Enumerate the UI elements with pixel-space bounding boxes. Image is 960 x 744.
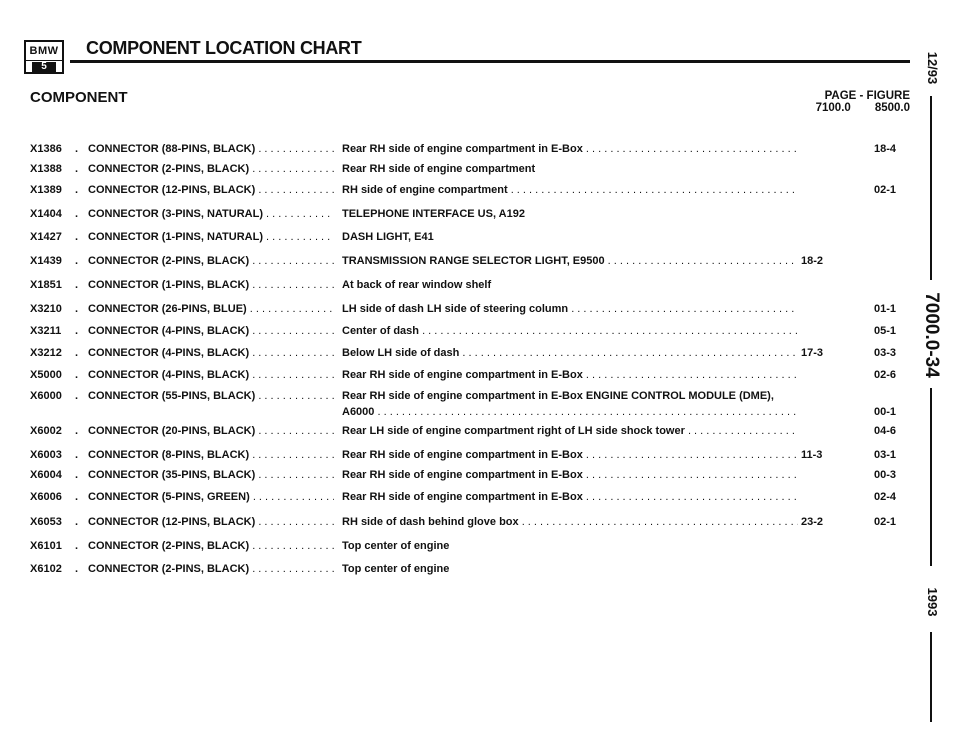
location-description: Rear RH side of engine compartment in E-Box . . . bbox=[342, 369, 798, 381]
location-description: Rear LH side of engine compartment right of LH side shock tower . . . bbox=[342, 425, 798, 437]
table-row bbox=[0, 208, 960, 224]
figure-reference: 00-1 bbox=[873, 406, 896, 418]
table-row bbox=[0, 469, 960, 485]
figure-reference: 01-1 bbox=[873, 303, 896, 315]
margin-page-number: 7000.0-34 bbox=[921, 292, 942, 378]
page-figure-refs bbox=[760, 102, 910, 114]
component-code: X6004 bbox=[30, 469, 62, 481]
table-row bbox=[0, 516, 960, 532]
table-row bbox=[0, 143, 960, 159]
figure-reference: 18-4 bbox=[873, 143, 896, 155]
connector-description: CONNECTOR (1-PINS, BLACK) . . . bbox=[88, 279, 334, 291]
separator-dot: . bbox=[75, 231, 79, 243]
margin-rule-bottom bbox=[930, 632, 932, 722]
figure-reference: 02-6 bbox=[873, 369, 896, 381]
component-code: X6102 bbox=[30, 563, 62, 575]
separator-dot: . bbox=[75, 163, 79, 175]
table-row bbox=[0, 563, 960, 579]
location-description: LH side of dash LH side of steering column . . . bbox=[342, 303, 798, 315]
separator-dot: . bbox=[75, 390, 79, 402]
separator-dot: . bbox=[75, 303, 79, 315]
location-description: Rear RH side of engine compartment in E-Box . . . bbox=[342, 143, 798, 155]
separator-dot: . bbox=[75, 208, 79, 220]
connector-description: CONNECTOR (88-PINS, BLACK) . . . bbox=[88, 143, 334, 155]
location-description-continued: A6000 . . . bbox=[342, 406, 798, 418]
separator-dot: . bbox=[75, 279, 79, 291]
margin-rule-mid bbox=[930, 388, 932, 566]
page-reference: 18-2 bbox=[801, 255, 824, 267]
table-row bbox=[0, 279, 960, 295]
location-description: Rear RH side of engine compartment in E-Box . . . bbox=[342, 449, 798, 461]
column-label: COMPONENT bbox=[30, 89, 128, 106]
connector-description: CONNECTOR (55-PINS, BLACK) . . . bbox=[88, 390, 334, 402]
figure-reference: 04-6 bbox=[873, 425, 896, 437]
table-row bbox=[0, 449, 960, 465]
bmw-logo bbox=[24, 40, 64, 74]
connector-description: CONNECTOR (3-PINS, NATURAL) . . . bbox=[88, 208, 334, 220]
connector-description: CONNECTOR (26-PINS, BLUE) . . . bbox=[88, 303, 334, 315]
table-row bbox=[0, 184, 960, 200]
connector-description: CONNECTOR (2-PINS, BLACK) . . . bbox=[88, 540, 334, 552]
component-code: X3210 bbox=[30, 303, 62, 315]
separator-dot: . bbox=[75, 469, 79, 481]
margin-rule-top bbox=[930, 96, 932, 280]
location-description: At back of rear window shelf bbox=[342, 279, 492, 291]
component-code: X1427 bbox=[30, 231, 62, 243]
margin-year: 1993 bbox=[925, 587, 940, 617]
component-code: X6000 bbox=[30, 390, 62, 402]
component-code: X1851 bbox=[30, 279, 62, 291]
connector-description: CONNECTOR (4-PINS, BLACK) . . . bbox=[88, 347, 334, 359]
separator-dot: . bbox=[75, 449, 79, 461]
separator-dot: . bbox=[75, 325, 79, 337]
connector-description: CONNECTOR (5-PINS, GREEN) . . . bbox=[88, 491, 334, 503]
component-code: X6002 bbox=[30, 425, 62, 437]
figure-reference: 03-1 bbox=[873, 449, 896, 461]
connector-description: CONNECTOR (20-PINS, BLACK) . . . bbox=[88, 425, 334, 437]
page-title: COMPONENT LOCATION CHART bbox=[86, 38, 362, 58]
table-row bbox=[0, 540, 960, 556]
location-description: Center of dash . . . bbox=[342, 325, 798, 337]
location-description: Top center of engine bbox=[342, 540, 450, 552]
separator-dot: . bbox=[75, 491, 79, 503]
table-row bbox=[0, 163, 960, 179]
connector-description: CONNECTOR (2-PINS, BLACK) . . . bbox=[88, 255, 334, 267]
separator-dot: . bbox=[75, 347, 79, 359]
table-row bbox=[0, 369, 960, 385]
separator-dot: . bbox=[75, 540, 79, 552]
component-code: X6053 bbox=[30, 516, 62, 528]
separator-dot: . bbox=[75, 143, 79, 155]
figure-reference: 05-1 bbox=[873, 325, 896, 337]
title-rule bbox=[70, 60, 910, 63]
location-description: Rear RH side of engine compartment in E-Box . . . bbox=[342, 469, 798, 481]
figure-reference: 03-3 bbox=[873, 347, 896, 359]
component-code: X1388 bbox=[30, 163, 62, 175]
connector-description: CONNECTOR (35-PINS, BLACK) . . . bbox=[88, 469, 334, 481]
page-reference: 23-2 bbox=[801, 516, 824, 528]
table-row bbox=[0, 425, 960, 441]
separator-dot: . bbox=[75, 369, 79, 381]
page-figure-label: PAGE - FIGURE bbox=[824, 90, 910, 102]
component-code: X3211 bbox=[30, 325, 62, 337]
separator-dot: . bbox=[75, 516, 79, 528]
component-code: X6003 bbox=[30, 449, 62, 461]
component-code: X3212 bbox=[30, 347, 62, 359]
location-description: TRANSMISSION RANGE SELECTOR LIGHT, E9500 . . . bbox=[342, 255, 798, 267]
figure-ref: 8500.0 bbox=[874, 102, 910, 114]
table-row bbox=[0, 255, 960, 271]
connector-description: CONNECTOR (1-PINS, NATURAL) . . . bbox=[88, 231, 334, 243]
location-description: Rear RH side of engine compartment bbox=[342, 163, 536, 175]
component-code: X1386 bbox=[30, 143, 62, 155]
component-code: X6006 bbox=[30, 491, 62, 503]
page-figure-header bbox=[760, 90, 910, 114]
location-description: Rear RH side of engine compartment in E-Box ENGINE CONTROL MODULE (DME), bbox=[342, 390, 774, 402]
page-ref: 7100.0 bbox=[815, 102, 851, 114]
component-code: X1439 bbox=[30, 255, 62, 267]
table-row bbox=[0, 390, 960, 422]
figure-reference: 02-1 bbox=[873, 516, 896, 528]
page-reference: 11-3 bbox=[801, 449, 823, 461]
separator-dot: . bbox=[75, 425, 79, 437]
figure-reference: 02-1 bbox=[873, 184, 896, 196]
logo-brand: BMW bbox=[26, 42, 62, 61]
location-description: Top center of engine bbox=[342, 563, 450, 575]
margin-date: 12/93 bbox=[925, 51, 940, 85]
location-description: TELEPHONE INTERFACE US, A192 bbox=[342, 208, 525, 220]
location-description: Below LH side of dash . . . bbox=[342, 347, 798, 359]
table-row bbox=[0, 303, 960, 319]
connector-description: CONNECTOR (2-PINS, BLACK) . . . bbox=[88, 163, 334, 175]
location-description: RH side of engine compartment . . . bbox=[342, 184, 798, 196]
table-row bbox=[0, 231, 960, 247]
figure-reference: 02-4 bbox=[873, 491, 896, 503]
component-code: X5000 bbox=[30, 369, 62, 381]
page-reference: 17-3 bbox=[801, 347, 824, 359]
location-description: Rear RH side of engine compartment in E-Box . . . bbox=[342, 491, 798, 503]
connector-description: CONNECTOR (4-PINS, BLACK) . . . bbox=[88, 369, 334, 381]
table-row bbox=[0, 491, 960, 507]
table-row bbox=[0, 347, 960, 363]
connector-description: CONNECTOR (8-PINS, BLACK) . . . bbox=[88, 449, 334, 461]
figure-reference: 00-3 bbox=[873, 469, 896, 481]
location-description: DASH LIGHT, E41 bbox=[342, 231, 434, 243]
connector-description: CONNECTOR (12-PINS, BLACK) . . . bbox=[88, 184, 334, 196]
separator-dot: . bbox=[75, 255, 79, 267]
component-code: X1389 bbox=[30, 184, 62, 196]
connector-description: CONNECTOR (12-PINS, BLACK) . . . bbox=[88, 516, 334, 528]
connector-description: CONNECTOR (4-PINS, BLACK) . . . bbox=[88, 325, 334, 337]
table-row bbox=[0, 325, 960, 341]
component-code: X6101 bbox=[30, 540, 62, 552]
separator-dot: . bbox=[75, 184, 79, 196]
component-code: X1404 bbox=[30, 208, 62, 220]
logo-series: 5 bbox=[32, 62, 56, 72]
separator-dot: . bbox=[75, 563, 79, 575]
connector-description: CONNECTOR (2-PINS, BLACK) . . . bbox=[88, 563, 334, 575]
location-description: RH side of dash behind glove box . . . bbox=[342, 516, 798, 528]
